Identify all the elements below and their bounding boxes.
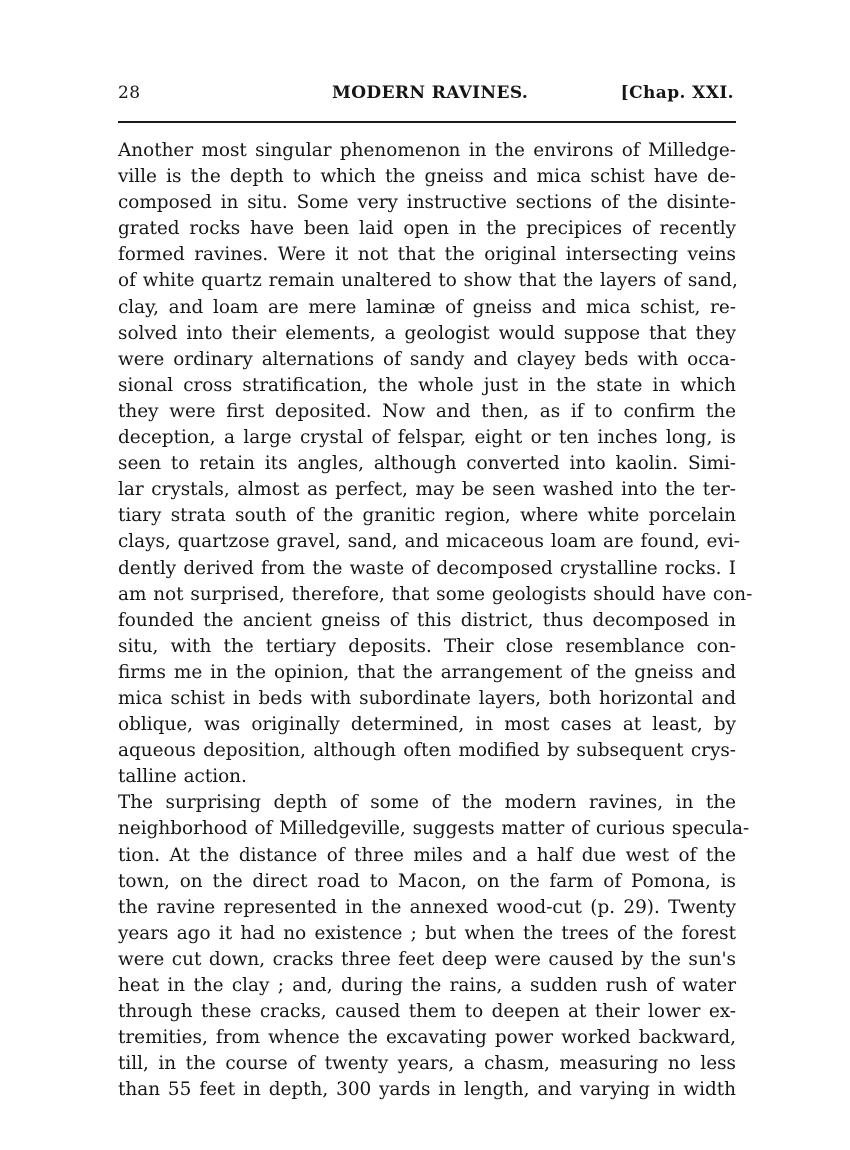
text-line: heat in the clay ; and, during the rains, a sudden rush of water	[118, 975, 736, 996]
text-line: tiary strata south of the granitic region, where white porcelain	[118, 505, 736, 527]
text-line: of white quartz remain unaltered to show that the layers of sand,	[118, 270, 738, 292]
text-line: formed ravines. Were it not that the original intersecting veins	[118, 244, 736, 266]
text-line: mica schist in beds with subordinate layers, both horizontal and	[118, 687, 736, 709]
text-line: lar crystals, almost as perfect, may be seen washed into the ter-	[118, 479, 736, 501]
text-line: tion. At the distance of three miles and a half due west of the	[118, 844, 736, 866]
text-line: through these cracks, caused them to deepen at their lower ex-	[118, 1001, 736, 1023]
text-line: firms me in the opinion, that the arrangement of the gneiss and	[118, 661, 736, 683]
text-line: aqueous deposition, although often modified by subsequent crys-	[118, 740, 736, 762]
text-line: oblique, was originally determined, in most cases at least, by	[118, 714, 736, 736]
text-line: than 55 feet in depth, 300 yards in length, and varying in width	[118, 1079, 736, 1101]
text-line: till, in the course of twenty years, a chasm, measuring no less	[118, 1053, 736, 1075]
text-line: composed in situ. Some very instructive sections of the disinte-	[118, 192, 736, 214]
text-line: Another most singular phenomenon in the environs of Milledge-	[118, 140, 736, 161]
text-line: dently derived from the waste of decomposed crystalline rocks. I	[118, 557, 736, 579]
running-head	[118, 83, 734, 109]
text-line: years ago it had no existence ; but when the trees of the forest	[118, 922, 736, 944]
text-line: The surprising depth of some of the modern ravines, in the	[118, 792, 736, 814]
body-text	[118, 138, 753, 1103]
header-rule	[118, 121, 736, 123]
text-line: grated rocks have been laid open in the precipices of recently	[118, 218, 736, 240]
text-line: ville is the depth to which the gneiss and mica schist have de-	[118, 166, 736, 188]
text-line: am not surprised, therefore, that some geologists should have con-	[118, 583, 753, 605]
text-line: clays, quartzose gravel, sand, and micaceous loam are found, evi-	[118, 531, 740, 553]
text-line: town, on the direct road to Macon, on the farm of Pomona, is	[118, 870, 736, 892]
text-line: clay, and loam are mere laminæ of gneiss and mica schist, re-	[118, 296, 736, 318]
text-line: tremities, from whence the excavating power worked backward,	[118, 1027, 736, 1049]
text-line: solved into their elements, a geologist would suppose that they	[118, 322, 736, 344]
text-line: deception, a large crystal of felspar, eight or ten inches long, is	[118, 427, 736, 449]
text-line: founded the ancient gneiss of this district, thus decomposed in	[118, 609, 736, 631]
text-line: they were first deposited. Now and then, as if to confirm the	[118, 400, 736, 422]
page-number: 28	[118, 83, 141, 103]
text-line: neighborhood of Milledgeville, suggests matter of curious specula-	[118, 818, 750, 840]
text-line: seen to retain its angles, although converted into kaolin. Simi-	[118, 453, 736, 475]
chapter-label: [Chap. XXI.	[620, 83, 734, 103]
running-title: MODERN RAVINES.	[332, 83, 529, 103]
text-line: the ravine represented in the annexed wood-cut (p. 29). Twenty	[118, 896, 736, 918]
text-line: were ordinary alternations of sandy and clayey beds with occa-	[118, 348, 736, 370]
text-line: sional cross stratification, the whole just in the state in which	[118, 374, 736, 396]
text-line: were cut down, cracks three feet deep were caused by the sun's	[118, 948, 736, 970]
text-line: talline action.	[118, 766, 247, 788]
text-line: situ, with the tertiary deposits. Their close resemblance con-	[118, 635, 736, 657]
